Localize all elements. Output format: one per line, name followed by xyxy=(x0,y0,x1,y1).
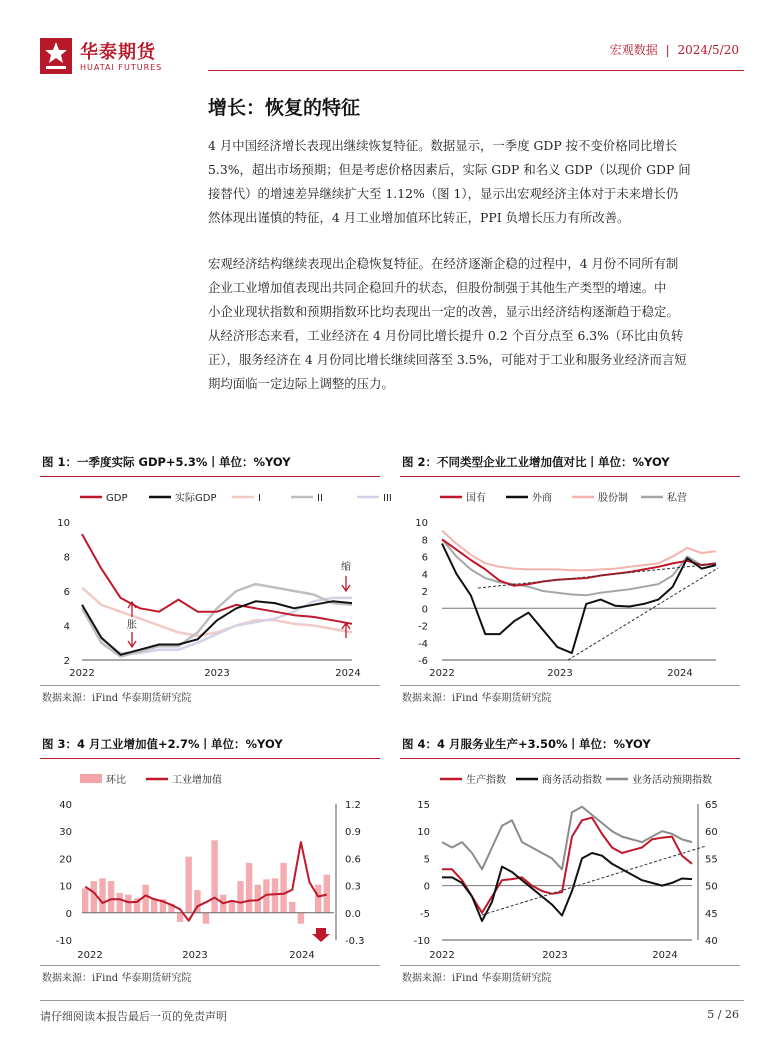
y-tick-label: 45 xyxy=(705,908,718,920)
y-tick-label: 0 xyxy=(65,908,72,920)
bar xyxy=(280,863,286,913)
paragraph-line: 4 月中国经济增长表现出继续恢复特征。数据显示，一季度 GDP 按不变价格同比增长 xyxy=(208,138,678,153)
x-tick-label: 2024 xyxy=(667,668,693,679)
y-tick-label: 6 xyxy=(421,552,428,564)
header-separator: | xyxy=(665,43,670,57)
figure-3-bottom-rule xyxy=(40,965,380,966)
paragraph-line: 5.3%，超出市场预期；但是考虑价格因素后，实际 GDP 和名义 GDP（以现价 GDP 间 xyxy=(208,162,691,177)
logo-name-cn: 华泰期货 xyxy=(80,42,156,63)
page-number: 5 / 26 xyxy=(707,1008,739,1021)
bar xyxy=(91,881,97,913)
y-tick-label: 65 xyxy=(705,800,718,811)
y-tick-label: -5 xyxy=(420,908,430,920)
y-tick-label: 0.6 xyxy=(345,854,361,866)
y-tick-label: 5 xyxy=(423,854,430,866)
paragraph-line: 企业工业增加值表现出共同企稳回升的状态，但股份制强于其他生产类型的增速。中 xyxy=(208,280,667,295)
bar xyxy=(298,913,304,924)
y-tick-label: 0 xyxy=(423,881,430,893)
paragraph-line: 从经济形态来看，工业经济在 4 月份同比增长提升 0.2 个百分点至 6.3%（环比由负转 xyxy=(208,328,684,343)
y-tick-label: 40 xyxy=(705,936,718,947)
figure-1-rule xyxy=(40,476,380,477)
x-tick-label: 2022 xyxy=(77,950,103,961)
legend-label: 业务活动预期指数 xyxy=(632,775,712,786)
legend-label: 生产指数 xyxy=(466,775,506,786)
y-tick-label: -2 xyxy=(418,621,428,633)
figure-3-rule xyxy=(40,758,380,759)
bar xyxy=(237,881,243,913)
legend-label: GDP xyxy=(106,493,128,504)
x-tick-label: 2024 xyxy=(335,668,361,679)
x-tick-label: 2022 xyxy=(429,950,455,961)
trend-line xyxy=(482,846,706,915)
y-tick-label: 50 xyxy=(705,881,718,893)
contraction-arrow-icon xyxy=(342,576,350,638)
paragraph-1 xyxy=(208,134,744,230)
y-tick-label: 8 xyxy=(421,535,428,547)
series-line-2 xyxy=(442,531,716,571)
bar xyxy=(203,913,209,924)
y-tick-label: 0.9 xyxy=(345,827,361,839)
bar xyxy=(82,888,88,913)
legend-label: 私营 xyxy=(667,493,687,504)
section-title: 增长：恢复的特征 xyxy=(208,97,361,119)
chart-4 xyxy=(400,762,740,962)
y-tick-label: 40 xyxy=(59,800,72,811)
bar xyxy=(324,875,330,913)
bar xyxy=(177,913,183,922)
y-tick-label: -0.3 xyxy=(345,936,365,947)
x-tick-label: 2023 xyxy=(547,668,573,679)
legend-label: III xyxy=(383,493,392,504)
chart-2 xyxy=(400,480,740,680)
header-meta xyxy=(610,41,739,58)
bar xyxy=(99,878,105,913)
series-line-1 xyxy=(442,544,716,654)
figure-2-title: 图 2：不同类型企业工业增加值对比丨单位：%YOY xyxy=(402,455,670,469)
legend-label: II xyxy=(317,493,323,504)
bar xyxy=(117,893,123,913)
legend-label: 股份制 xyxy=(598,493,628,504)
footer-disclaimer: 请仔细阅读本报告最后一页的免责声明 xyxy=(40,1010,227,1023)
y-tick-label: 60 xyxy=(705,827,718,839)
y-tick-label: 10 xyxy=(417,827,430,839)
figure-3-source: 数据来源：iFind 华泰期货研究院 xyxy=(42,973,192,984)
paragraph-line: 然体现出谨慎的特征，4 月工业增加值环比转正，PPI 负增长压力有所改善。 xyxy=(208,210,630,225)
figure-1-bottom-rule xyxy=(40,685,380,686)
figure-4-bottom-rule xyxy=(400,965,740,966)
legend-label: 外商 xyxy=(532,493,552,504)
legend-label: 商务活动指数 xyxy=(542,775,602,786)
y-tick-label: 6 xyxy=(63,587,70,598)
x-tick-label: 2023 xyxy=(542,950,568,961)
chart-3 xyxy=(40,762,380,962)
figure-1-source: 数据来源：iFind 华泰期货研究院 xyxy=(42,693,192,704)
figure-3-title: 图 3：4 月工业增加值+2.7%丨单位：%YOY xyxy=(42,737,283,751)
y-tick-label: 2 xyxy=(63,656,70,667)
bar xyxy=(246,863,252,913)
bar xyxy=(142,885,148,913)
y-tick-label: 2 xyxy=(421,587,428,598)
y-tick-label: 15 xyxy=(417,800,430,811)
y-tick-label: -10 xyxy=(55,936,72,947)
x-tick-label: 2022 xyxy=(69,668,95,679)
annotation-label: 胀 xyxy=(127,620,137,631)
y-tick-label: 0.3 xyxy=(345,881,361,893)
y-tick-label: 1.2 xyxy=(345,800,361,811)
y-tick-label: 10 xyxy=(415,518,428,529)
y-tick-label: 8 xyxy=(63,552,70,564)
annotation-label: 缩 xyxy=(341,562,351,573)
y-tick-label: 4 xyxy=(63,621,70,633)
logo xyxy=(40,38,72,74)
bar xyxy=(289,902,295,913)
bar xyxy=(211,840,217,913)
footer-rule xyxy=(40,1000,744,1001)
paragraph-2 xyxy=(208,252,744,396)
y-tick-label: 10 xyxy=(57,518,70,529)
bar xyxy=(108,881,114,913)
huatai-logo-icon xyxy=(40,38,72,74)
figure-1-title: 图 1：一季度实际 GDP+5.3%丨单位：%YOY xyxy=(42,455,291,469)
chart-1 xyxy=(40,480,392,680)
legend-label: 工业增加值 xyxy=(172,775,222,786)
bar xyxy=(186,857,192,913)
figure-2-bottom-rule xyxy=(400,685,740,686)
bar xyxy=(272,878,278,913)
paragraph-line: 宏观经济结构继续表现出企稳恢复特征。在经济逐渐企稳的过程中，4 月份不同所有制 xyxy=(208,256,679,271)
paragraph-line: 期均面临一定边际上调整的压力。 xyxy=(208,376,394,391)
y-tick-label: 30 xyxy=(59,827,72,839)
x-tick-label: 2023 xyxy=(204,668,230,679)
trend-line xyxy=(568,568,718,660)
y-tick-label: 20 xyxy=(59,854,72,866)
bar xyxy=(315,885,321,913)
x-tick-label: 2022 xyxy=(429,668,455,679)
x-tick-label: 2024 xyxy=(652,950,678,961)
y-tick-label: -6 xyxy=(418,656,428,667)
legend-label: 环比 xyxy=(106,775,126,786)
y-tick-label: 0.0 xyxy=(345,908,361,920)
legend-swatch xyxy=(80,774,102,783)
report-date: 2024/5/20 xyxy=(677,43,739,57)
y-tick-label: 0 xyxy=(421,604,428,616)
figure-4-source: 数据来源：iFind 华泰期货研究院 xyxy=(402,973,552,984)
figure-4-title: 图 4：4 月服务业生产+3.50%丨单位：%YOY xyxy=(402,737,651,751)
x-tick-label: 2023 xyxy=(182,950,208,961)
figure-2-rule xyxy=(400,476,740,477)
legend-label: 实际GDP xyxy=(175,493,217,504)
y-tick-label: 55 xyxy=(705,854,718,866)
logo-name-en: HUATAI FUTURES xyxy=(80,63,163,72)
paragraph-line: 小企业现状指数和预期指数环比均表现出一定的改善，显示出经济结构逐渐趋于稳定。 xyxy=(208,304,679,319)
header-rule xyxy=(208,70,744,71)
report-category: 宏观数据 xyxy=(609,43,658,57)
figure-2-source: 数据来源：iFind 华泰期货研究院 xyxy=(402,693,552,704)
figure-4-rule xyxy=(400,758,740,759)
series-line-0 xyxy=(82,534,352,624)
y-tick-label: -10 xyxy=(413,936,430,947)
arrow-down-icon xyxy=(312,928,330,942)
x-tick-label: 2024 xyxy=(289,950,315,961)
y-tick-label: 4 xyxy=(421,569,428,581)
legend-label: 国有 xyxy=(466,493,486,504)
legend-label: I xyxy=(258,493,261,504)
bar xyxy=(125,895,131,913)
y-tick-label: 10 xyxy=(59,881,72,893)
paragraph-line: 正），服务经济在 4 月份同比增长继续回落至 3.5%，可能对于工业和服务业经济而言短 xyxy=(208,352,687,367)
y-tick-label: -4 xyxy=(418,638,428,650)
paragraph-line: 接替代）的增速差异继续扩大至 1.12%（图 1），显示出宏观经济主体对于未来增长仍 xyxy=(208,186,679,201)
